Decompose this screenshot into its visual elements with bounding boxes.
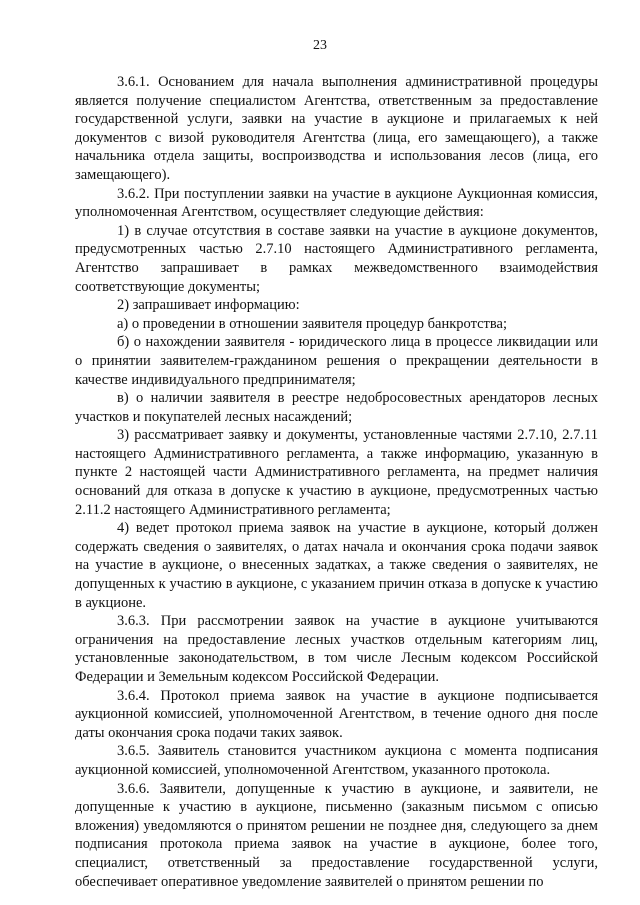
paragraph-3-6-1: 3.6.1. Основанием для начала выполнения административной процедуры является получение специалистом Агентства, ответственным за предоставление государственной услуги, заявки на участие в аукционе и прилагаемых к ней документов с визой руководителя Агентства (лица, его замещающего), а также начальника отдела защиты, воспроизводства и использования лесов (лица, его замещающего). (75, 74, 598, 183)
list-item-4: 4) ведет протокол приема заявок на участие в аукционе, который должен содержать сведения о заявителях, о датах начала и окончания срока подачи заявок на участие в аукционе, о внесенных задатках, а также сведения о заявителях, не допущенных к участию в аукционе, с указанием причин отказа в допуске к участию в аукционе. (75, 520, 598, 611)
paragraph-3-6-3: 3.6.3. При рассмотрении заявок на участие в аукционе учитываются ограничения на предоставление лесных участков отдельным категориям лиц, установленные законодательством, в том числе Лесным кодексом Российской Федерации и Земельным кодексом Российской Федерации. (75, 613, 598, 685)
list-item-2: 2) запрашивает информацию: (117, 297, 300, 314)
list-item-2c: в) о наличии заявителя в реестре недобросовестных арендаторов лесных участков и покупателей лесных насаждений; (75, 390, 598, 425)
list-item-1: 1) в случае отсутствия в составе заявки на участие в аукционе документов, предусмотренных частью 2.7.10 настоящего Административного регламента, Агентство запрашивает в рамках межведомственного взаимодействия соответствующие документы; (75, 222, 598, 295)
list-item-2a: а) о проведении в отношении заявителя процедур банкротства; (117, 315, 507, 332)
list-item-2b: б) о нахождении заявителя - юридического лица в процессе ликвидации или о принятии заявителем-гражданином решения о прекращении деятельности в качестве индивидуального предпринимателя; (75, 334, 598, 388)
paragraph-3-6-6: 3.6.6. Заявители, допущенные к участию в аукционе, и заявители, не допущенные к участию в аукционе, письменно (заказным письмом с описью вложения) уведомляются о принятом решении не позднее дня, следующего за днем подписания протокола приема заявок на участие в аукционе, более того, специалист, ответственный за предоставление государственной услуги, обеспечивает оперативное уведомление заявителей о принятом решении по (75, 780, 598, 890)
paragraph-3-6-4: 3.6.4. Протокол приема заявок на участие в аукционе подписывается аукционной комиссией, уполномоченной Агентством, в течение одного дня после даты окончания срока подачи таких заявок. (75, 687, 598, 741)
page-number: 23 (313, 38, 327, 53)
document-body (75, 73, 598, 891)
paragraph-3-6-2: 3.6.2. При поступлении заявки на участие в аукционе Аукционная комиссия, уполномоченная Агентством, осуществляет следующие действия: (75, 185, 598, 221)
list-item-3: 3) рассматривает заявку и документы, установленные частями 2.7.10, 2.7.11 настоящего Административного регламента, а также информацию, указанную в пункте 2 настоящей части Административного регламента, на предмет наличия оснований для отказа в допуске к участию в аукционе, предусмотренных частью 2.11.2 настоящего Административного регламента; (75, 427, 598, 518)
paragraph-3-6-5: 3.6.5. Заявитель становится участником аукциона с момента подписания аукционной комиссией, уполномоченной Агентством, указанного протокола. (75, 743, 598, 778)
